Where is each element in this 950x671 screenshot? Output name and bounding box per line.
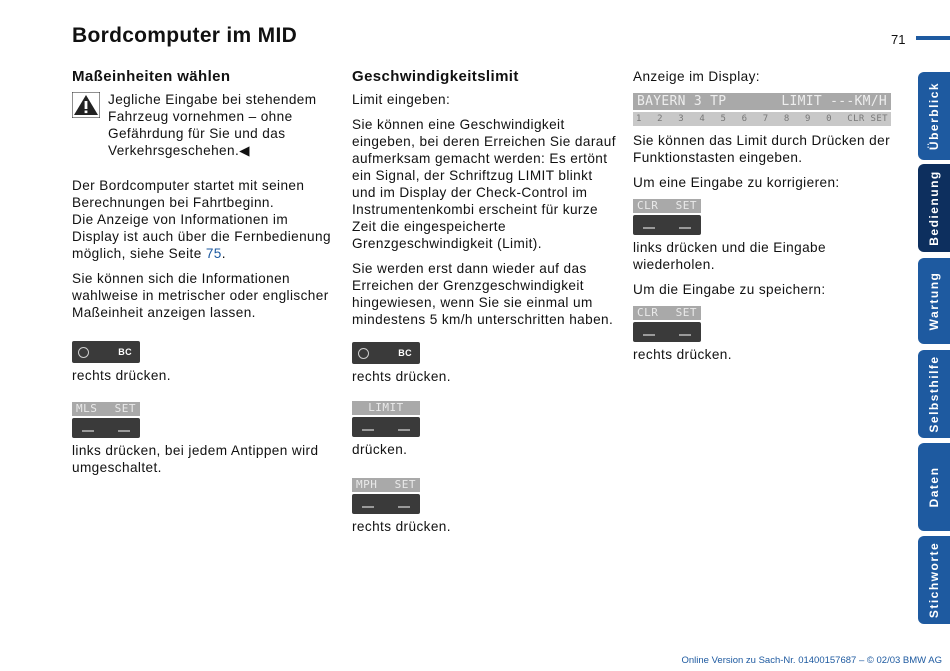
lcd-left-label: MPH bbox=[356, 478, 378, 491]
display-limit: LIMIT ---KM/H bbox=[781, 94, 887, 109]
display-key-label: 0 bbox=[826, 114, 832, 124]
column-speed-limit bbox=[352, 68, 620, 543]
clock-icon bbox=[78, 347, 89, 358]
paragraph: Sie können das Limit durch Drücken der Funktionstasten eingeben. bbox=[633, 133, 890, 165]
tab-ueberblick[interactable] bbox=[918, 72, 950, 160]
tab-stichworte[interactable] bbox=[918, 536, 950, 624]
column-display bbox=[633, 68, 898, 371]
bc-button-illustration bbox=[352, 342, 420, 364]
step-instruction: links drücken, bei jedem Antippen wird umgeschaltet. bbox=[72, 443, 319, 475]
warning-icon bbox=[72, 92, 100, 118]
top-accent-bar bbox=[916, 36, 950, 40]
bc-button-illustration bbox=[72, 341, 140, 363]
paragraph: Um eine Eingabe zu korrigieren: bbox=[633, 175, 840, 190]
display-illustration bbox=[633, 93, 891, 126]
clock-icon bbox=[358, 348, 369, 359]
lcd-right-label: SET bbox=[394, 478, 416, 491]
display-key-label: CLR SET bbox=[847, 114, 888, 124]
rocker-switch bbox=[633, 215, 701, 235]
end-marker-icon: ◀ bbox=[239, 143, 250, 158]
tab-bedienung[interactable] bbox=[918, 164, 950, 252]
tab-wartung[interactable] bbox=[918, 258, 950, 344]
display-key-label: 7 bbox=[762, 114, 769, 124]
rocker-switch bbox=[633, 322, 701, 342]
section-heading-units: Maßeinheiten wählen bbox=[72, 68, 231, 85]
display-key-label: 5 bbox=[720, 114, 727, 124]
lcd-rocker-illustration bbox=[633, 306, 701, 342]
display-key-label: 2 bbox=[657, 114, 663, 124]
step-instruction: drücken. bbox=[352, 442, 408, 457]
paragraph: Sie können sich die Informationen wahlweise in metrischer oder englischer Maßeinheit anzeigen lassen. bbox=[72, 271, 329, 320]
lcd-rocker-illustration bbox=[633, 199, 701, 235]
paragraph: Limit eingeben: bbox=[352, 92, 451, 107]
display-key-label: 4 bbox=[699, 114, 706, 124]
lcd-limit-label: LIMIT bbox=[368, 401, 404, 414]
display-key-label: 3 bbox=[678, 114, 685, 124]
paragraph: Sie werden erst dann wieder auf das Erreichen der Grenzgeschwindigkeit hingewiesen, wenn Sie sie einmal um mindestens 5 km/h unterschritten haben. bbox=[352, 261, 614, 327]
lcd-left-label: CLR bbox=[637, 306, 659, 319]
footer-note: Online Version zu Sach-Nr. 01400157687 – © 02/03 BMW AG bbox=[681, 655, 942, 666]
tab-label: Stichworte bbox=[927, 541, 941, 619]
rocker-switch bbox=[352, 417, 420, 437]
page-title: Bordcomputer im MID bbox=[72, 24, 298, 47]
page-number: 71 bbox=[891, 32, 906, 47]
lcd-rocker-illustration bbox=[352, 401, 420, 437]
display-keys-row bbox=[633, 112, 891, 126]
tab-daten[interactable] bbox=[918, 443, 950, 531]
warning-block bbox=[72, 91, 337, 159]
column-units bbox=[72, 68, 337, 484]
tab-label: Selbsthilfe bbox=[927, 355, 941, 433]
lcd-right-label: SET bbox=[675, 306, 697, 319]
paragraph: Der Bordcomputer startet mit seinen Berechnungen bei Fahrtbeginn. bbox=[72, 178, 305, 210]
display-key-label: 1 bbox=[636, 114, 642, 124]
step-instruction: rechts drücken. bbox=[633, 347, 732, 362]
tab-label: Wartung bbox=[927, 271, 941, 331]
lcd-left-label: MLS bbox=[76, 402, 98, 415]
tab-selbsthilfe[interactable] bbox=[918, 350, 950, 438]
tab-label: Überblick bbox=[927, 81, 941, 151]
lcd-right-label: SET bbox=[675, 199, 697, 212]
warning-text: Jegliche Eingabe bei stehendem Fahrzeug vornehmen – ohne Gefährdung für Sie und das Verkehrsgeschehen. bbox=[108, 92, 317, 158]
display-key-label: 8 bbox=[783, 114, 790, 124]
page-link[interactable]: 75 bbox=[205, 246, 222, 261]
lcd-right-label: SET bbox=[114, 402, 136, 415]
step-instruction: links drücken und die Eingabe wiederholen. bbox=[633, 240, 826, 272]
step-instruction: rechts drücken. bbox=[352, 519, 451, 534]
bc-label: BC bbox=[398, 347, 412, 358]
display-key-label: 6 bbox=[741, 114, 748, 124]
step-instruction: rechts drücken. bbox=[352, 369, 451, 384]
step-instruction: rechts drücken. bbox=[72, 368, 171, 383]
rocker-switch bbox=[72, 418, 140, 438]
lcd-rocker-illustration bbox=[352, 478, 420, 514]
paragraph-remote bbox=[72, 211, 337, 262]
display-key-label: 9 bbox=[805, 114, 811, 124]
display-caption: Anzeige im Display: bbox=[633, 69, 760, 84]
rocker-switch bbox=[352, 494, 420, 514]
section-heading-limit: Geschwindigkeitslimit bbox=[352, 68, 519, 85]
tab-label: Daten bbox=[927, 466, 941, 508]
tab-label: Bedienung bbox=[927, 170, 941, 246]
lcd-left-label: CLR bbox=[637, 199, 659, 212]
bc-label: BC bbox=[118, 346, 132, 357]
paragraph-text: Die Anzeige von Informationen im Display ist auch über die Fernbedienung möglich, siehe Seite bbox=[72, 212, 331, 261]
lcd-rocker-illustration bbox=[72, 402, 140, 438]
paragraph-text: . bbox=[221, 246, 226, 261]
paragraph: Sie können eine Geschwindigkeit eingeben, bei deren Erreichen Sie darauf aufmerksam gemacht werden: Es ertönt ein Signal, der Schriftzug LIMIT blinkt und im Display der Check-Control im Instrumentenkombi erscheint für kurze Zeit die eingespeicherte Grenzgeschwindigkeit (Limit). bbox=[352, 117, 616, 251]
display-station: BAYERN 3 TP bbox=[637, 94, 727, 109]
paragraph: Um die Eingabe zu speichern: bbox=[633, 282, 826, 297]
